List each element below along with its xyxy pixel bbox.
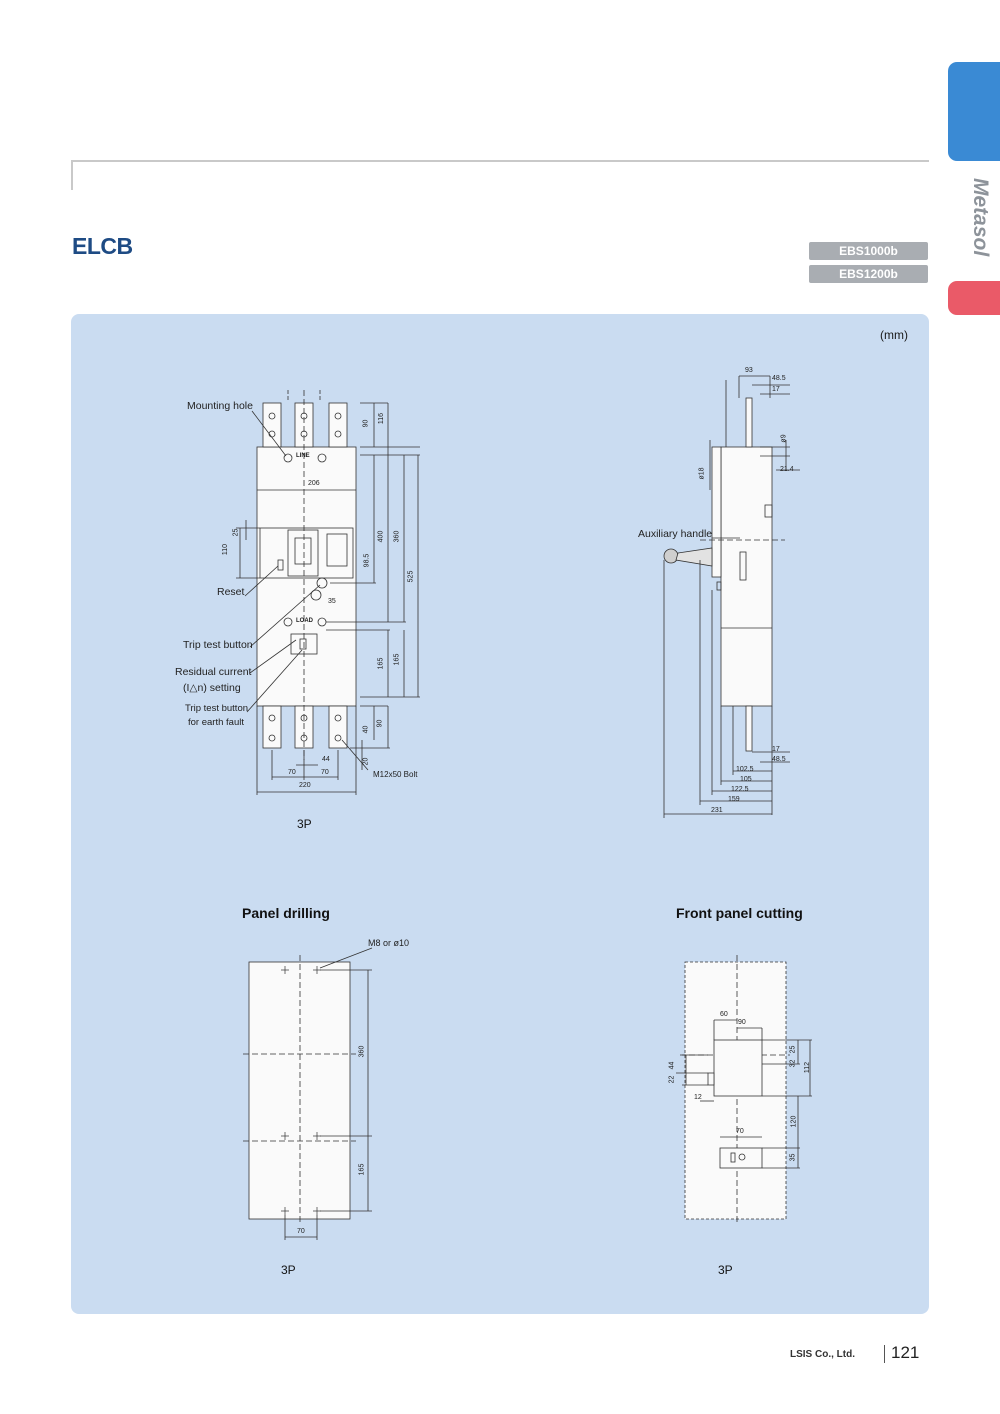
dim-text: 70 <box>321 769 329 776</box>
dim-text: 22 <box>668 1075 676 1084</box>
trip-test-earth-label-1: Trip test button <box>185 703 249 714</box>
dim-text: 21.4 <box>780 466 794 473</box>
dim-text: 98.5 <box>363 553 371 568</box>
dim-text: 93 <box>745 367 753 374</box>
load-marker: LOAD <box>296 618 313 624</box>
trip-test-button-label: Trip test button <box>183 639 253 651</box>
dim-text: ø9 <box>780 434 788 443</box>
auxiliary-handle-label: Auxiliary handle <box>638 528 713 540</box>
dim-text: 116 <box>378 412 386 425</box>
residual-current-label: Residual current <box>175 666 252 678</box>
dim-text: 25 <box>789 1045 797 1054</box>
dim-text: 70 <box>736 1128 744 1135</box>
dim-text: 35 <box>789 1153 797 1162</box>
footer-separator <box>884 1345 885 1363</box>
dim-text: 360 <box>358 1045 366 1058</box>
dim-text: 120 <box>790 1115 798 1128</box>
dim-text: 20 <box>362 757 370 766</box>
dim-text: 12 <box>694 1094 702 1101</box>
trip-test-earth-label-2: for earth fault <box>188 717 244 728</box>
model-badge-ebs1200b: EBS1200b <box>809 265 928 283</box>
reset-label: Reset <box>217 586 245 598</box>
dim-text: 90 <box>738 1019 746 1026</box>
dim-text: 44 <box>668 1061 676 1070</box>
footer-company: LSIS Co., Ltd. <box>790 1349 855 1360</box>
dim-text: 90 <box>376 719 384 728</box>
front-panel-cutting-pole: 3P <box>718 1263 733 1277</box>
dim-text: 44 <box>322 756 330 763</box>
dim-text: 231 <box>711 807 723 814</box>
dim-text: 25 <box>232 528 240 537</box>
page-number: 121 <box>891 1343 920 1362</box>
dim-text: 70 <box>297 1228 305 1235</box>
dim-text: 206 <box>308 480 320 487</box>
mounting-hole-label: Mounting hole <box>187 400 253 412</box>
breaker-body <box>257 447 356 706</box>
dim-text: 35 <box>328 598 336 605</box>
brand-label: Metasol <box>969 178 992 257</box>
dim-text: 165 <box>393 653 401 666</box>
dim-text: 40 <box>362 725 370 734</box>
panel-drilling-heading: Panel drilling <box>242 905 330 921</box>
dim-text: 360 <box>393 530 401 543</box>
dim-text: 165 <box>377 657 385 670</box>
dim-text: 220 <box>299 782 311 789</box>
dim-text: 525 <box>407 570 415 583</box>
dim-text: ø18 <box>698 467 706 480</box>
dim-text: 165 <box>358 1163 366 1176</box>
front-view-pole: 3P <box>297 817 312 831</box>
dim-text: 122.5 <box>731 786 749 793</box>
dim-text: 105 <box>740 776 752 783</box>
unit-label: (mm) <box>880 328 908 342</box>
model-badge-ebs1000b: EBS1000b <box>809 242 928 260</box>
hole-spec-label: M8 or ø10 <box>368 938 410 948</box>
line-marker: LINE <box>296 453 310 459</box>
page-title: ELCB <box>72 233 133 259</box>
dim-text: 159 <box>728 796 740 803</box>
dim-text: 400 <box>377 530 385 543</box>
dim-text: 110 <box>222 543 230 556</box>
dim-text: 60 <box>720 1011 728 1018</box>
bolt-label: M12x50 Bolt <box>373 770 418 779</box>
dim-text: 90 <box>362 419 370 428</box>
front-panel-cutting-heading: Front panel cutting <box>676 905 803 921</box>
residual-setting-label: (I△n) setting <box>183 682 241 694</box>
dim-text: 112 <box>804 1061 812 1074</box>
dim-text: 102.5 <box>736 766 754 773</box>
dim-text: 48.5 <box>772 756 786 763</box>
dim-text: 17 <box>772 386 780 393</box>
dim-text: 48.5 <box>772 375 786 382</box>
dim-text: 32 <box>789 1059 797 1068</box>
dim-text: 70 <box>288 769 296 776</box>
panel-drilling-pole: 3P <box>281 1263 296 1277</box>
dim-text: 17 <box>772 746 780 753</box>
